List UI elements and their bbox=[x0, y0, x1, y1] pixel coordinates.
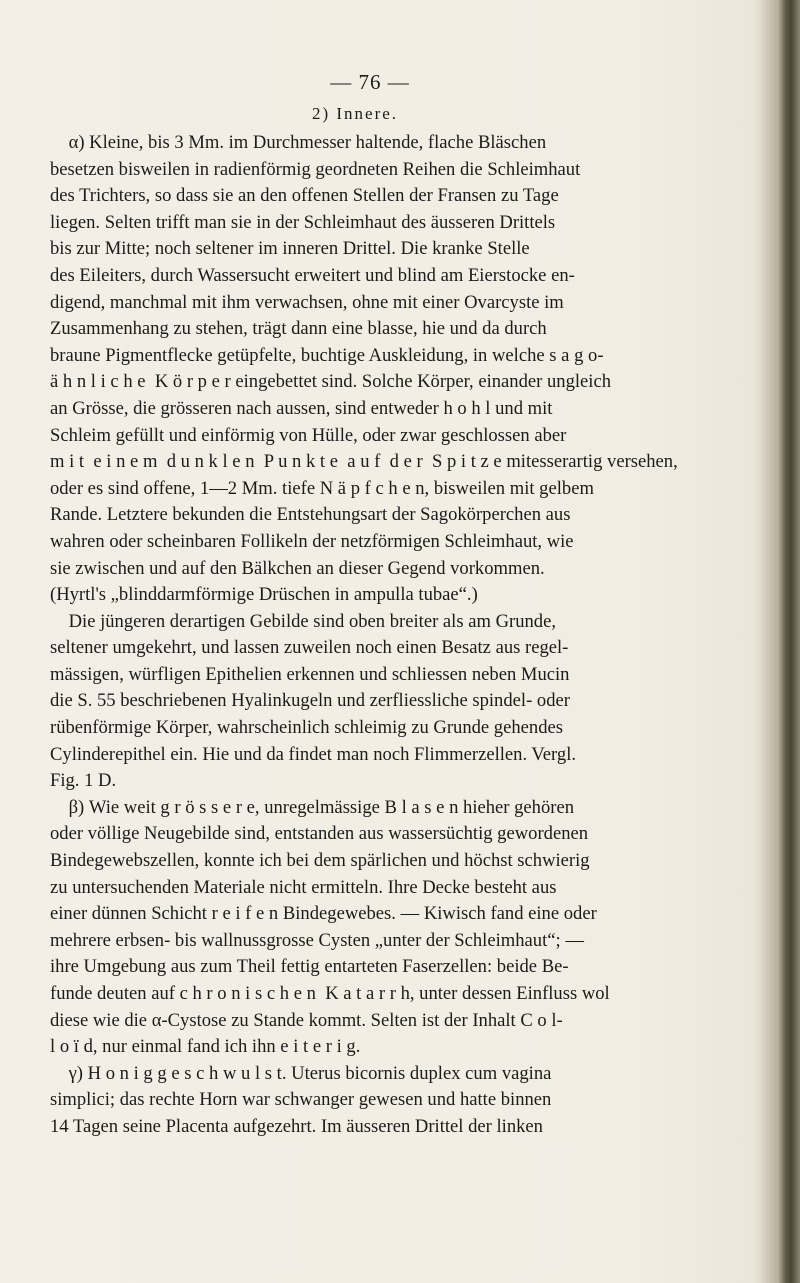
text-line: simplici; das rechte Horn war schwanger gewesen und hatte binnen bbox=[50, 1089, 552, 1111]
text-line: diese wie die α-Cystose zu Stande kommt. Selten ist der Inhalt C o l- bbox=[50, 1009, 563, 1031]
text-line: mehrere erbsen- bis wallnussgrosse Cysten „unter der Schleimhaut“; — bbox=[50, 929, 584, 951]
text-line: des Eileiters, durch Wassersucht erweitert und blind am Eierstocke en- bbox=[50, 264, 575, 286]
text-line: 14 Tagen seine Placenta aufgezehrt. Im äusseren Drittel der linken bbox=[50, 1115, 543, 1137]
text-line: (Hyrtl's „blinddarmförmige Drüschen in ampulla tubae“.) bbox=[50, 584, 478, 606]
text-line: ä h n l i c h e K ö r p e r eingebettet sind. Solche Körper, einander ungleich bbox=[50, 371, 612, 393]
text-line: bis zur Mitte; noch seltener im inneren Drittel. Die kranke Stelle bbox=[50, 238, 530, 260]
text-line: funde deuten auf c h r o n i s c h e n K a t a r r h, unter dessen Einfluss wol bbox=[50, 983, 610, 1004]
text-line: an Grösse, die grösseren nach aussen, sind entweder h o h l und mit bbox=[50, 397, 553, 419]
text-line: l o ï d, nur einmal fand ich ihn e i t e r i g. bbox=[50, 1036, 361, 1058]
text-line: die S. 55 beschriebenen Hyalinkugeln und zerfliessliche spindel- oder bbox=[50, 690, 570, 712]
text-line: zu untersuchenden Materiale nicht ermitteln. Ihre Decke besteht aus bbox=[50, 876, 557, 898]
text-line: oder es sind offene, 1—2 Mm. tiefe N ä p f c h e n, bisweilen mit gelbem bbox=[50, 477, 594, 499]
book-spine-edge bbox=[778, 0, 800, 1283]
text-line: Zusammenhang zu stehen, trägt dann eine blasse, hie und da durch bbox=[50, 318, 547, 340]
text-line: γ) H o n i g g e s c h w u l s t. Uterus bicornis duplex cum vagina bbox=[50, 1062, 552, 1084]
text-line: m i t e i n e m d u n k l e n P u n k t e a u f d e r S p i t z e mitesserartig versehen, bbox=[50, 451, 678, 473]
text-line: Fig. 1 D. bbox=[50, 770, 117, 792]
section-title: 2) Innere. bbox=[311, 104, 399, 123]
text-line: besetzen bisweilen in radienförmig geordneten Reihen die Schleimhaut bbox=[50, 158, 581, 180]
text-line: Bindegewebszellen, konnte ich bei dem spärlichen und höchst schwierig bbox=[50, 850, 590, 872]
page-number: — 76 — bbox=[330, 70, 410, 94]
text-line: wahren oder scheinbaren Follikeln der netzförmigen Schleimhaut, wie bbox=[50, 530, 574, 552]
text-line: Schleim gefüllt und einförmig von Hülle, oder zwar geschlossen aber bbox=[50, 424, 567, 446]
text-line: des Trichters, so dass sie an den offenen Stellen der Fransen zu Tage bbox=[50, 185, 559, 207]
text-line: liegen. Selten trifft man sie in der Schleimhaut des äusseren Drittels bbox=[50, 211, 556, 233]
text-line: einer dünnen Schicht r e i f e n Bindegewebes. — Kiwisch fand eine oder bbox=[50, 903, 597, 925]
text-line: Die jüngeren derartigen Gebilde sind oben breiter als am Grunde, bbox=[50, 610, 556, 632]
text-line: mässigen, würfligen Epithelien erkennen und schliessen neben Mucin bbox=[50, 663, 570, 685]
text-line: α) Kleine, bis 3 Mm. im Durchmesser haltende, flache Bläschen bbox=[50, 132, 547, 153]
text-line: ihre Umgebung aus zum Theil fettig entarteten Faserzellen: beide Be- bbox=[50, 956, 569, 978]
text-line: oder völlige Neugebilde sind, entstanden aus wassersüchtig gewordenen bbox=[50, 823, 589, 845]
text-line: braune Pigmentflecke getüpfelte, buchtige Auskleidung, in welche s a g o- bbox=[50, 344, 604, 366]
text-line: β) Wie weit g r ö s s e r e, unregelmässige B l a s e n hieher gehören bbox=[50, 796, 575, 818]
text-line: sie zwischen und auf den Bälkchen an dieser Gegend vorkommen. bbox=[50, 557, 545, 579]
text-line: rübenförmige Körper, wahrscheinlich schleimig zu Grunde gehendes bbox=[50, 717, 563, 739]
text-line: digend, manchmal mit ihm verwachsen, ohne mit einer Ovarcyste im bbox=[50, 291, 564, 313]
text-line: Cylinderepithel ein. Hie und da findet man noch Flimmerzellen. Vergl. bbox=[50, 743, 577, 765]
text-line: Rande. Letztere bekunden die Entstehungsart der Sagokörperchen aus bbox=[50, 504, 571, 526]
body-text bbox=[50, 130, 755, 1141]
page-edge-shadow bbox=[760, 0, 778, 1283]
text-line: seltener umgekehrt, und lassen zuweilen noch einen Besatz aus regel- bbox=[50, 637, 569, 659]
